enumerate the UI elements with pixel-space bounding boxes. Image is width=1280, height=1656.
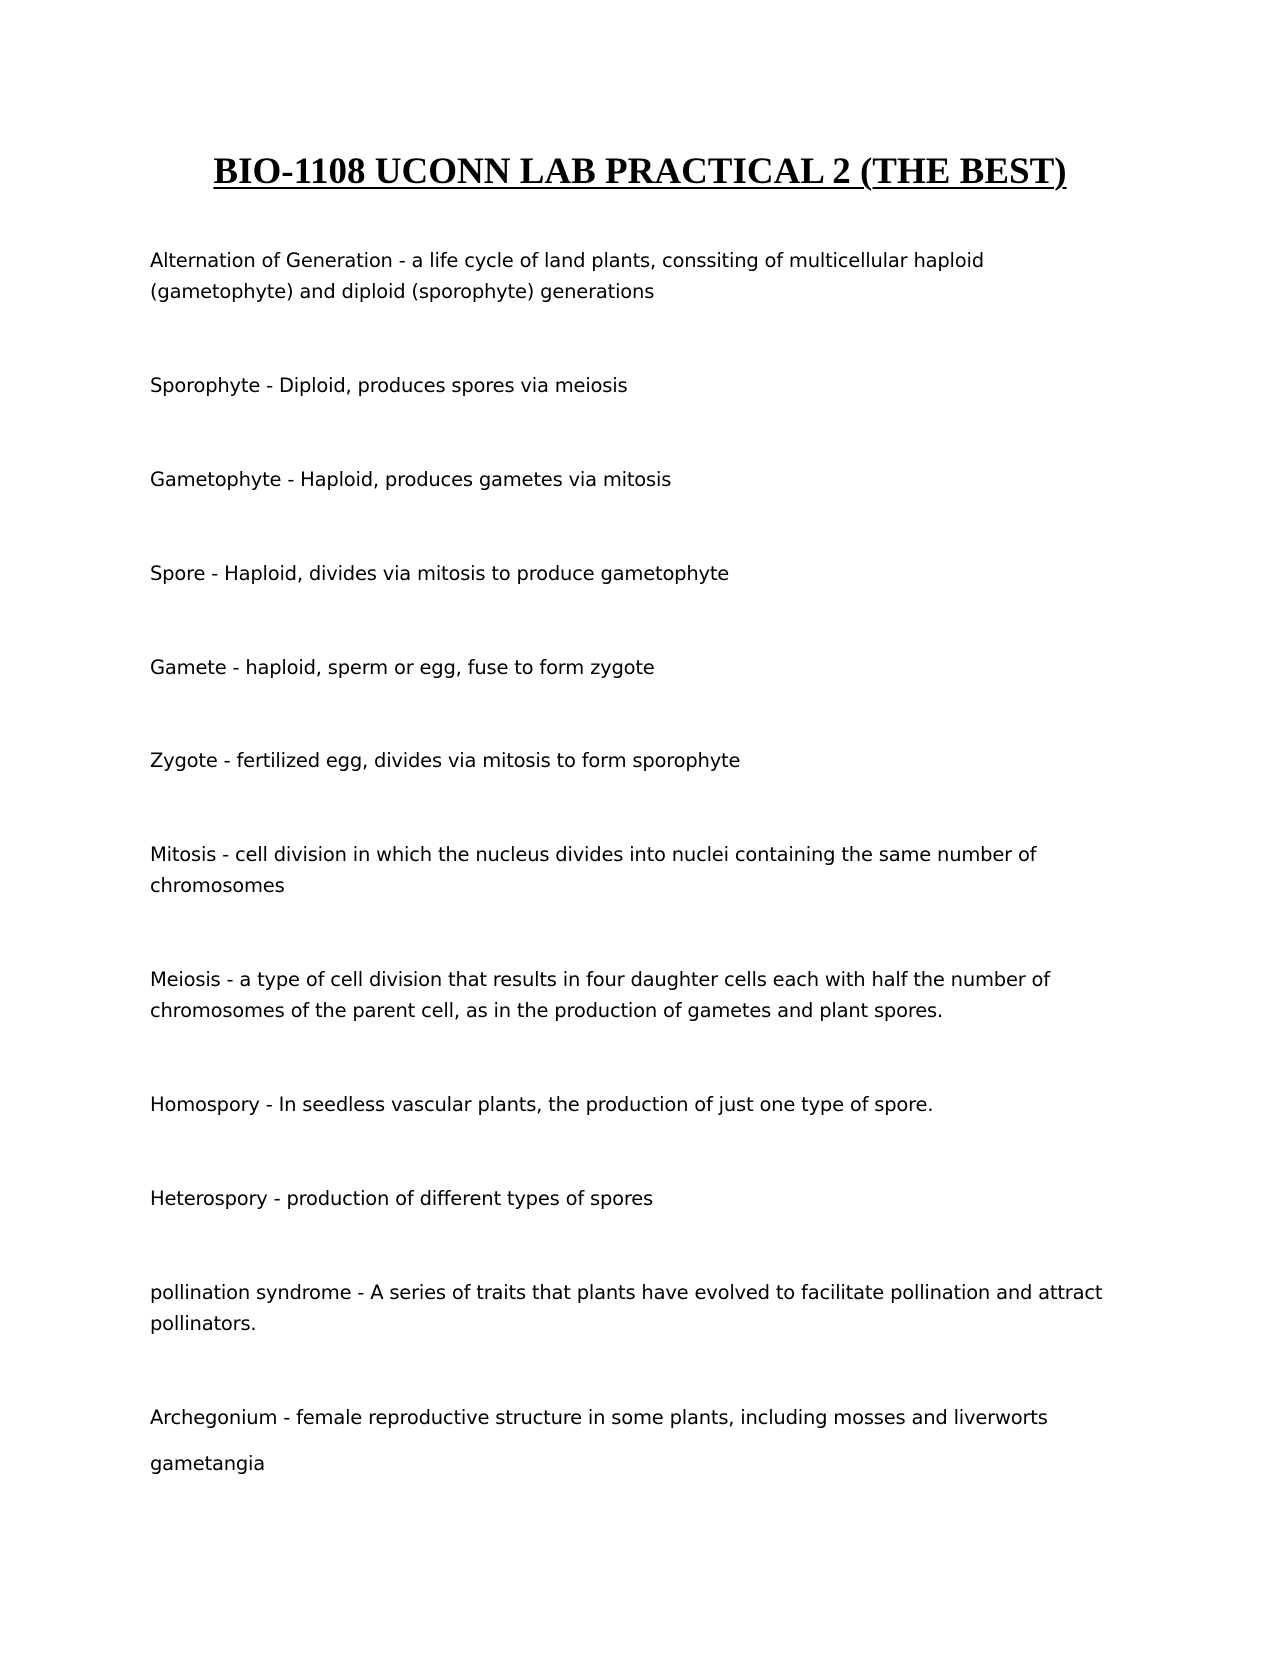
entry-pollination-syndrome: pollination syndrome - A series of traits that plants have evolved to facilitate pollination and attract pollinators. (150, 1281, 1103, 1335)
entry-archegonium: Archegonium - female reproductive structure in some plants, including mosses and liverworts (150, 1406, 1048, 1429)
document-title: BIO-1108 UCONN LAB PRACTICAL 2 (THE BEST) (213, 151, 1067, 192)
entry-spore: Spore - Haploid, divides via mitosis to produce gametophyte (150, 562, 730, 585)
entry-gamete: Gamete - haploid, sperm or egg, fuse to form zygote (150, 656, 655, 679)
entry-mitosis: Mitosis - cell division in which the nucleus divides into nuclei containing the same number of chromosomes (150, 843, 1037, 897)
entry-gametophyte: Gametophyte - Haploid, produces gametes via mitosis (150, 468, 672, 491)
entry-zygote: Zygote - fertilized egg, divides via mitosis to form sporophyte (150, 749, 741, 772)
entry-gametangia: gametangia (150, 1452, 266, 1475)
entry-meiosis: Meiosis - a type of cell division that results in four daughter cells each with half the number of chromosomes of the parent cell, as in the production of gametes and plant spores. (150, 968, 1050, 1022)
entry-homospory: Homospory - In seedless vascular plants, the production of just one type of spore. (150, 1093, 934, 1116)
entry-sporophyte: Sporophyte - Diploid, produces spores via meiosis (150, 374, 628, 397)
entry-heterospory: Heterospory - production of different types of spores (150, 1187, 654, 1210)
entry-alternation-of-generation: Alternation of Generation - a life cycle of land plants, conssiting of multicellular haploid (gametophyte) and diploid (sporophyte) generations (150, 249, 984, 303)
